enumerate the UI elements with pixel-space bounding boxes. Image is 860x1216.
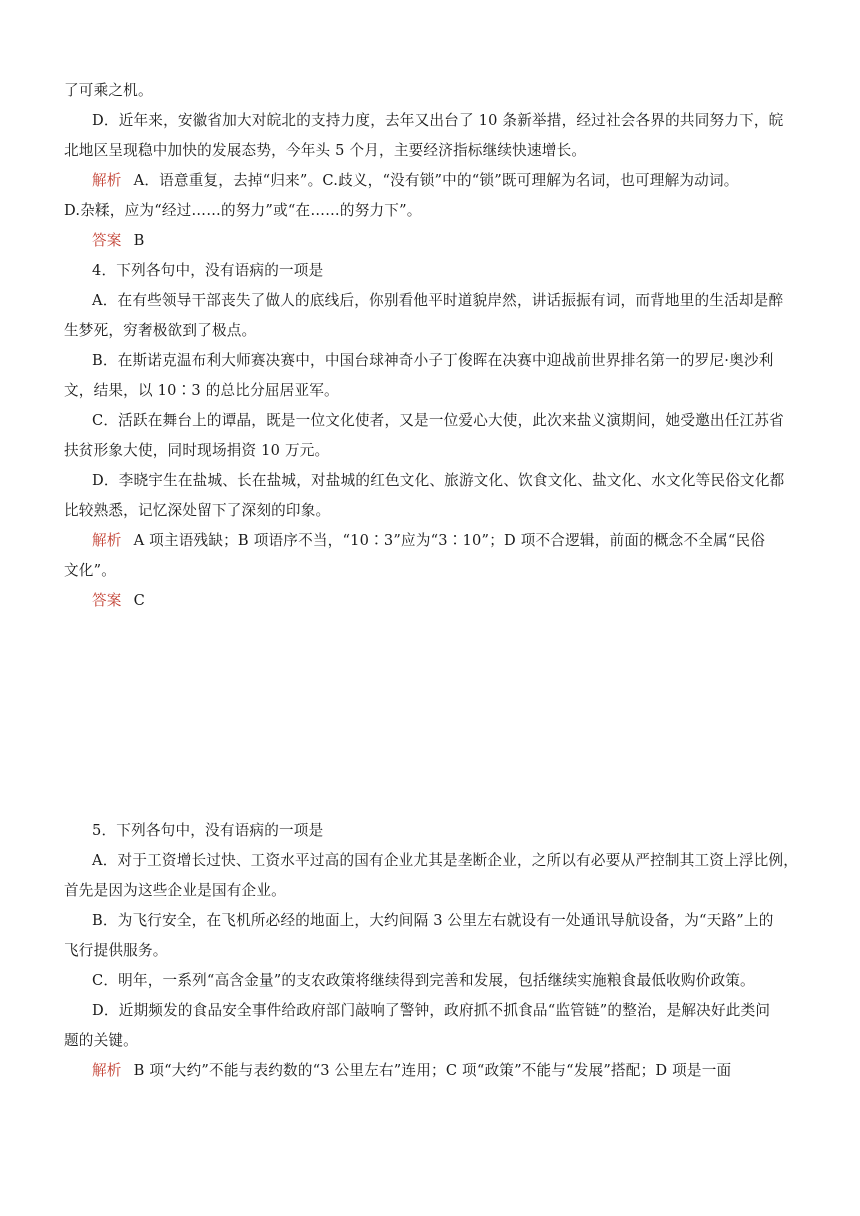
answer-line (64, 586, 800, 616)
analysis-tag: 解析 (92, 532, 122, 549)
option-a-cont: 生梦死，穷奢极欲到了极点。 (64, 322, 257, 339)
option-b: B．在斯诺克温布利大师赛决赛中，中国台球神奇小子丁俊晖在决赛中迎战前世界排名第一的罗尼·奥沙利 (92, 352, 774, 369)
analysis-text: B 项“大约”不能与表约数的“3 公里左右”连用；C 项“政策”不能与“发展”搭配；D 项是一面 (133, 1062, 732, 1079)
question-stem: 4．下列各句中，没有语病的一项是 (92, 262, 324, 279)
option-d-cont: 比较熟悉，记忆深处留下了深刻的印象。 (64, 502, 331, 519)
option-a-cont: 首先是因为这些企业是国有企业。 (64, 882, 286, 899)
analysis-text-cont: D.杂糅，应为“经过……的努力”或“在……的努力下”。 (64, 202, 422, 219)
question-4 (64, 256, 800, 616)
analysis-text-cont: 文化”。 (64, 562, 117, 579)
analysis-line (64, 526, 800, 556)
option-d-cont: 题的关键。 (64, 1032, 138, 1049)
option-a: A．对于工资增长过快、工资水平过高的国有企业尤其是垄断企业，之所以有必要从严控制其工资上浮比例， (92, 852, 799, 869)
answer-value: B (133, 232, 145, 249)
answer-tag: 答案 (92, 592, 122, 609)
question-5 (64, 816, 800, 1086)
question-stem: 5．下列各句中，没有语病的一项是 (92, 822, 324, 839)
text-line: 北地区呈现稳中加快的发展态势，今年头 5 个月，主要经济指标继续快速增长。 (64, 142, 587, 159)
option-d: D．李晓宇生在盐城、长在盐城，对盐城的红色文化、旅游文化、饮食文化、盐文化、水文化等民俗文化都 (92, 472, 785, 489)
analysis-tag: 解析 (92, 1062, 122, 1079)
option-c-cont: 扶贫形象大使，同时现场捐资 10 万元。 (64, 442, 330, 459)
analysis-line (64, 166, 800, 196)
option-b-cont: 飞行提供服务。 (64, 942, 168, 959)
analysis-tag: 解析 (92, 172, 122, 189)
option-d-line: D．近年来，安徽省加大对皖北的支持力度，去年又出台了 10 条新举措，经过社会各界的共同努力下，皖 (92, 112, 784, 129)
option-a: A．在有些领导干部丧失了做人的底线后，你别看他平时道貌岸然，讲话振振有词，而背地里的生活却是醉 (92, 292, 784, 309)
option-c: C．明年，一系列“高含金量”的支农政策将继续得到完善和发展，包括继续实施粮食最低收购价政策。 (92, 972, 755, 989)
option-continuation-block (64, 76, 800, 256)
option-b: B．为飞行安全，在飞机所必经的地面上，大约间隔 3 公里左右就设有一处通讯导航设备，为“天路”上的 (92, 912, 774, 929)
text-line: 了可乘之机。 (64, 82, 153, 99)
option-c: C．活跃在舞台上的谭晶，既是一位文化使者，又是一位爱心大使，此次来盐义演期间，她受邀出任江苏省 (92, 412, 784, 429)
answer-tag: 答案 (92, 232, 122, 249)
option-b-cont: 文，结果，以 10∶3 的总比分屈居亚军。 (64, 382, 339, 399)
answer-value: C (133, 592, 145, 609)
analysis-text: A．语意重复，去掉“归来”。C.歧义，“没有锁”中的“锁”既可理解为名词，也可理解为动词。 (133, 172, 739, 189)
answer-line (64, 226, 800, 256)
option-d: D．近期频发的食品安全事件给政府部门敲响了警钟，政府抓不抓食品“监管链”的整治，是解决好此类问 (92, 1002, 771, 1019)
analysis-line (64, 1056, 800, 1086)
analysis-text: A 项主语残缺；B 项语序不当，“10∶3”应为“3∶10”；D 项不合逻辑，前面的概念不全属“民俗 (133, 532, 766, 549)
